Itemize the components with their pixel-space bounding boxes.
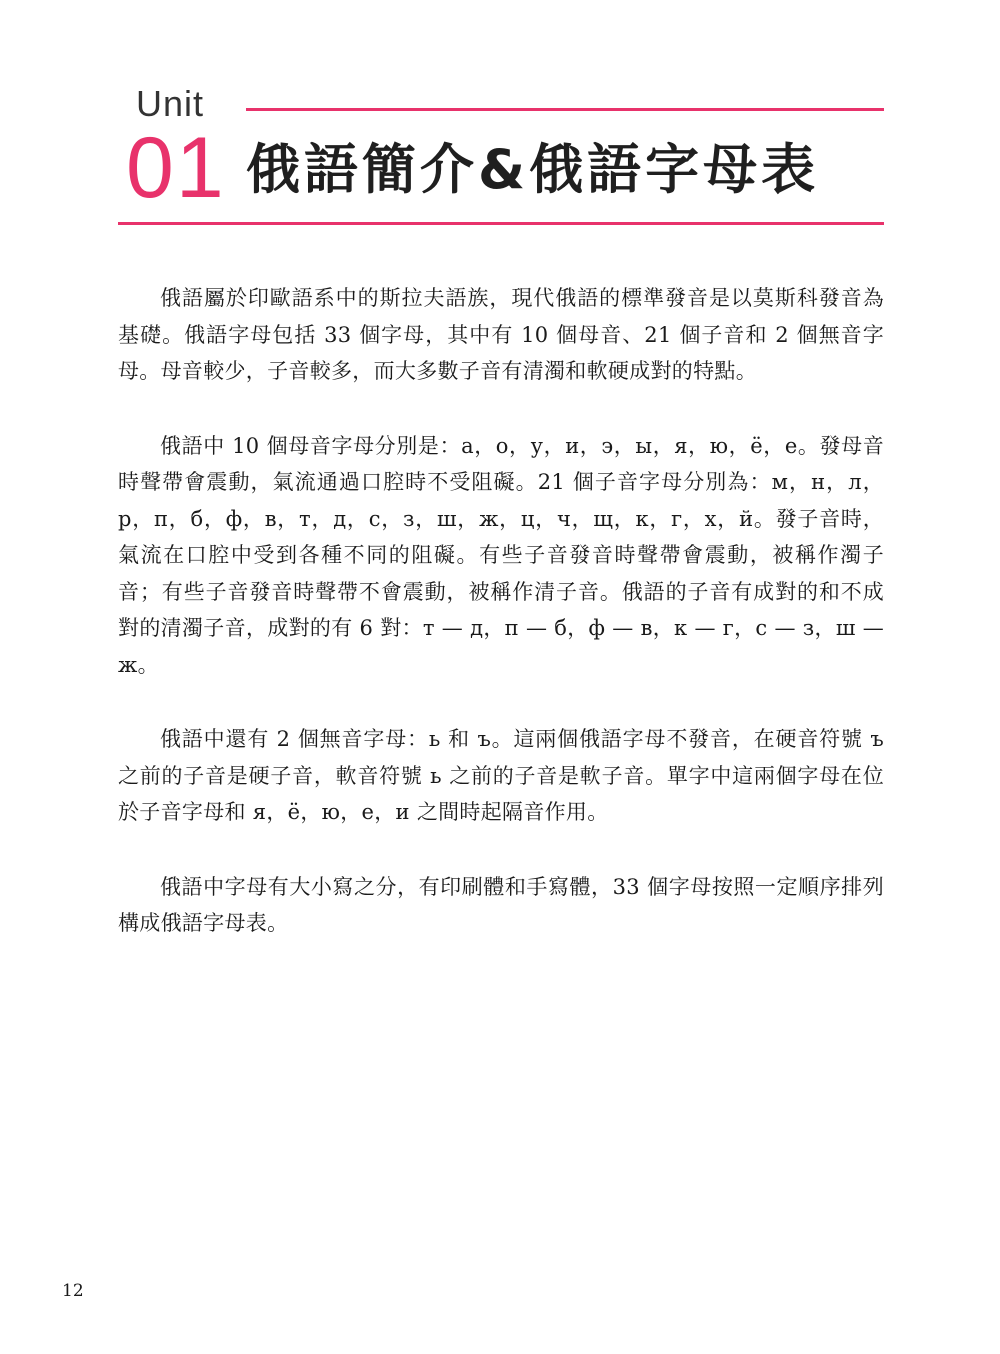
unit-header: [118, 84, 884, 230]
body-text: [118, 280, 884, 980]
header-top-rule: [246, 108, 884, 111]
unit-label: Unit: [136, 83, 205, 124]
page-title: 俄語簡介&俄語字母表: [246, 138, 820, 201]
paragraph-intro: 俄語屬於印歐語系中的斯拉夫語族，現代俄語的標準發音是以莫斯科發音為基礎。俄語字母包括 33 個字母，其中有 10 個母音、21 個子音和 2 個無音字母。母音較少，子音較多，而大多數子音有清濁和軟硬成對的特點。: [118, 286, 884, 383]
page-number: 12: [62, 1281, 84, 1301]
paragraph-silent-letters: 俄語中還有 2 個無音字母：ь 和 ъ。這兩個俄語字母不發音，在硬音符號 ъ 之前的子音是硬子音，軟音符號 ь 之前的子音是軟子音。單字中這兩個字母在位於子音字母和 я，ё，ю，е，и 之間時起隔音作用。: [118, 727, 884, 824]
paragraph-alphabet: 俄語中字母有大小寫之分，有印刷體和手寫體，33 個字母按照一定順序排列構成俄語字母表。: [118, 874, 884, 935]
paragraph-vowels-consonants: 俄語中 10 個母音字母分別是：а，о，у，и，э，ы，я，ю，ё，е。發母音時聲帶會震動，氣流通過口腔時不受阻礙。21 個子音字母分別為：м，н，л，р，п，б，ф，в，т，д，с，з，ш，ж，ц，ч，щ，к，г，х，й。發子音時，氣流在口腔中受到各種不同的阻礙。有些子音發音時聲帶會震動，被稱作濁子音；有些子音發音時聲帶不會震動，被稱作清子音。俄語的子音有成對的和不成對的清濁子音，成對的有 6 對：т — д，п — б，ф — в，к — г，с — з，ш — ж。: [118, 433, 884, 677]
header-bottom-rule: [118, 222, 884, 225]
unit-number: 01: [126, 120, 226, 216]
